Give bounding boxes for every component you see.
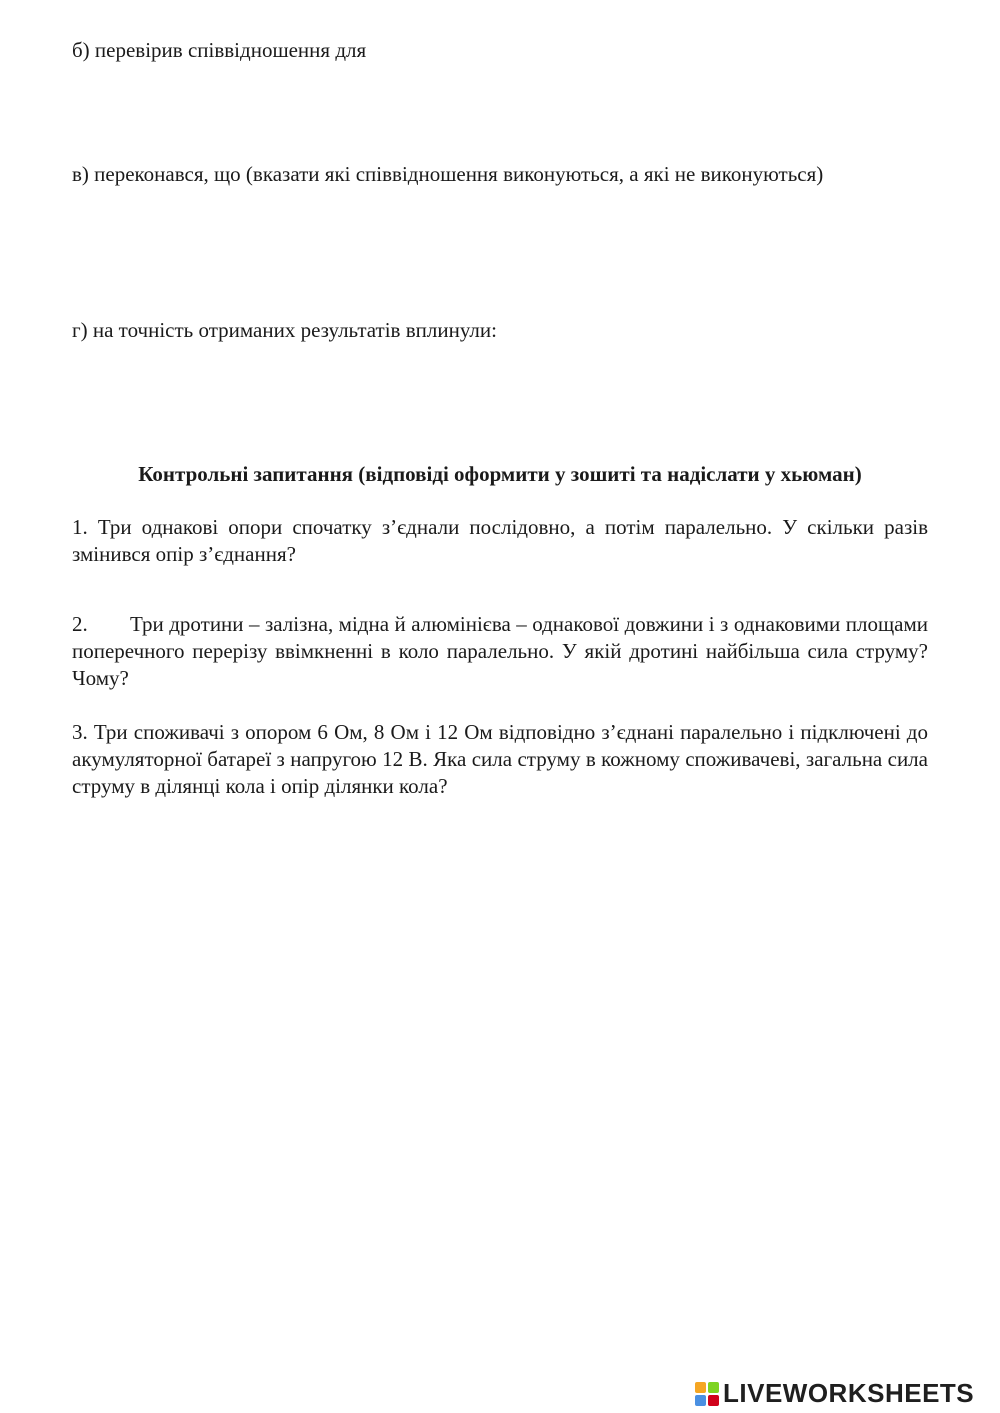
question-2-text: Три дротини – залізна, мідна й алюмінієва – однакової довжини і з однаковими площами поперечного перерізу ввімкненні в коло паралельно. У якій дротині найбільша сила струму? Чому? xyxy=(72,612,928,690)
control-questions-heading: Контрольні запитання (відповіді оформити у зошиті та надіслати у хьюман) xyxy=(138,462,862,486)
question-2 xyxy=(72,611,928,692)
item-v-text: в) переконався, що (вказати які співвідношення виконуються, а які не виконуються) xyxy=(72,162,824,186)
question-2-number: 2. xyxy=(72,612,88,636)
liveworksheets-logo xyxy=(695,1378,974,1409)
liveworksheets-logo-icon xyxy=(695,1382,719,1406)
item-g-text: г) на точність отриманих результатів вплинули: xyxy=(72,318,497,342)
question-1: 1. Три однакові опори спочатку з’єднали послідовно, а потім паралельно. У скільки разів змінився опір з’єднання? xyxy=(72,515,928,566)
item-b-text: б) перевірив співвідношення для xyxy=(72,38,367,62)
liveworksheets-logo-text: LIVEWORKSHEETS xyxy=(723,1378,975,1408)
question-3: 3. Три споживачі з опором 6 Ом, 8 Ом і 12 Ом відповідно з’єднані паралельно і підключені до акумуляторної батареї з напругою 12 В. Яка сила струму в кожному споживачеві, загальна сила струму в ділянці кола і опір ділянки кола? xyxy=(72,720,928,798)
